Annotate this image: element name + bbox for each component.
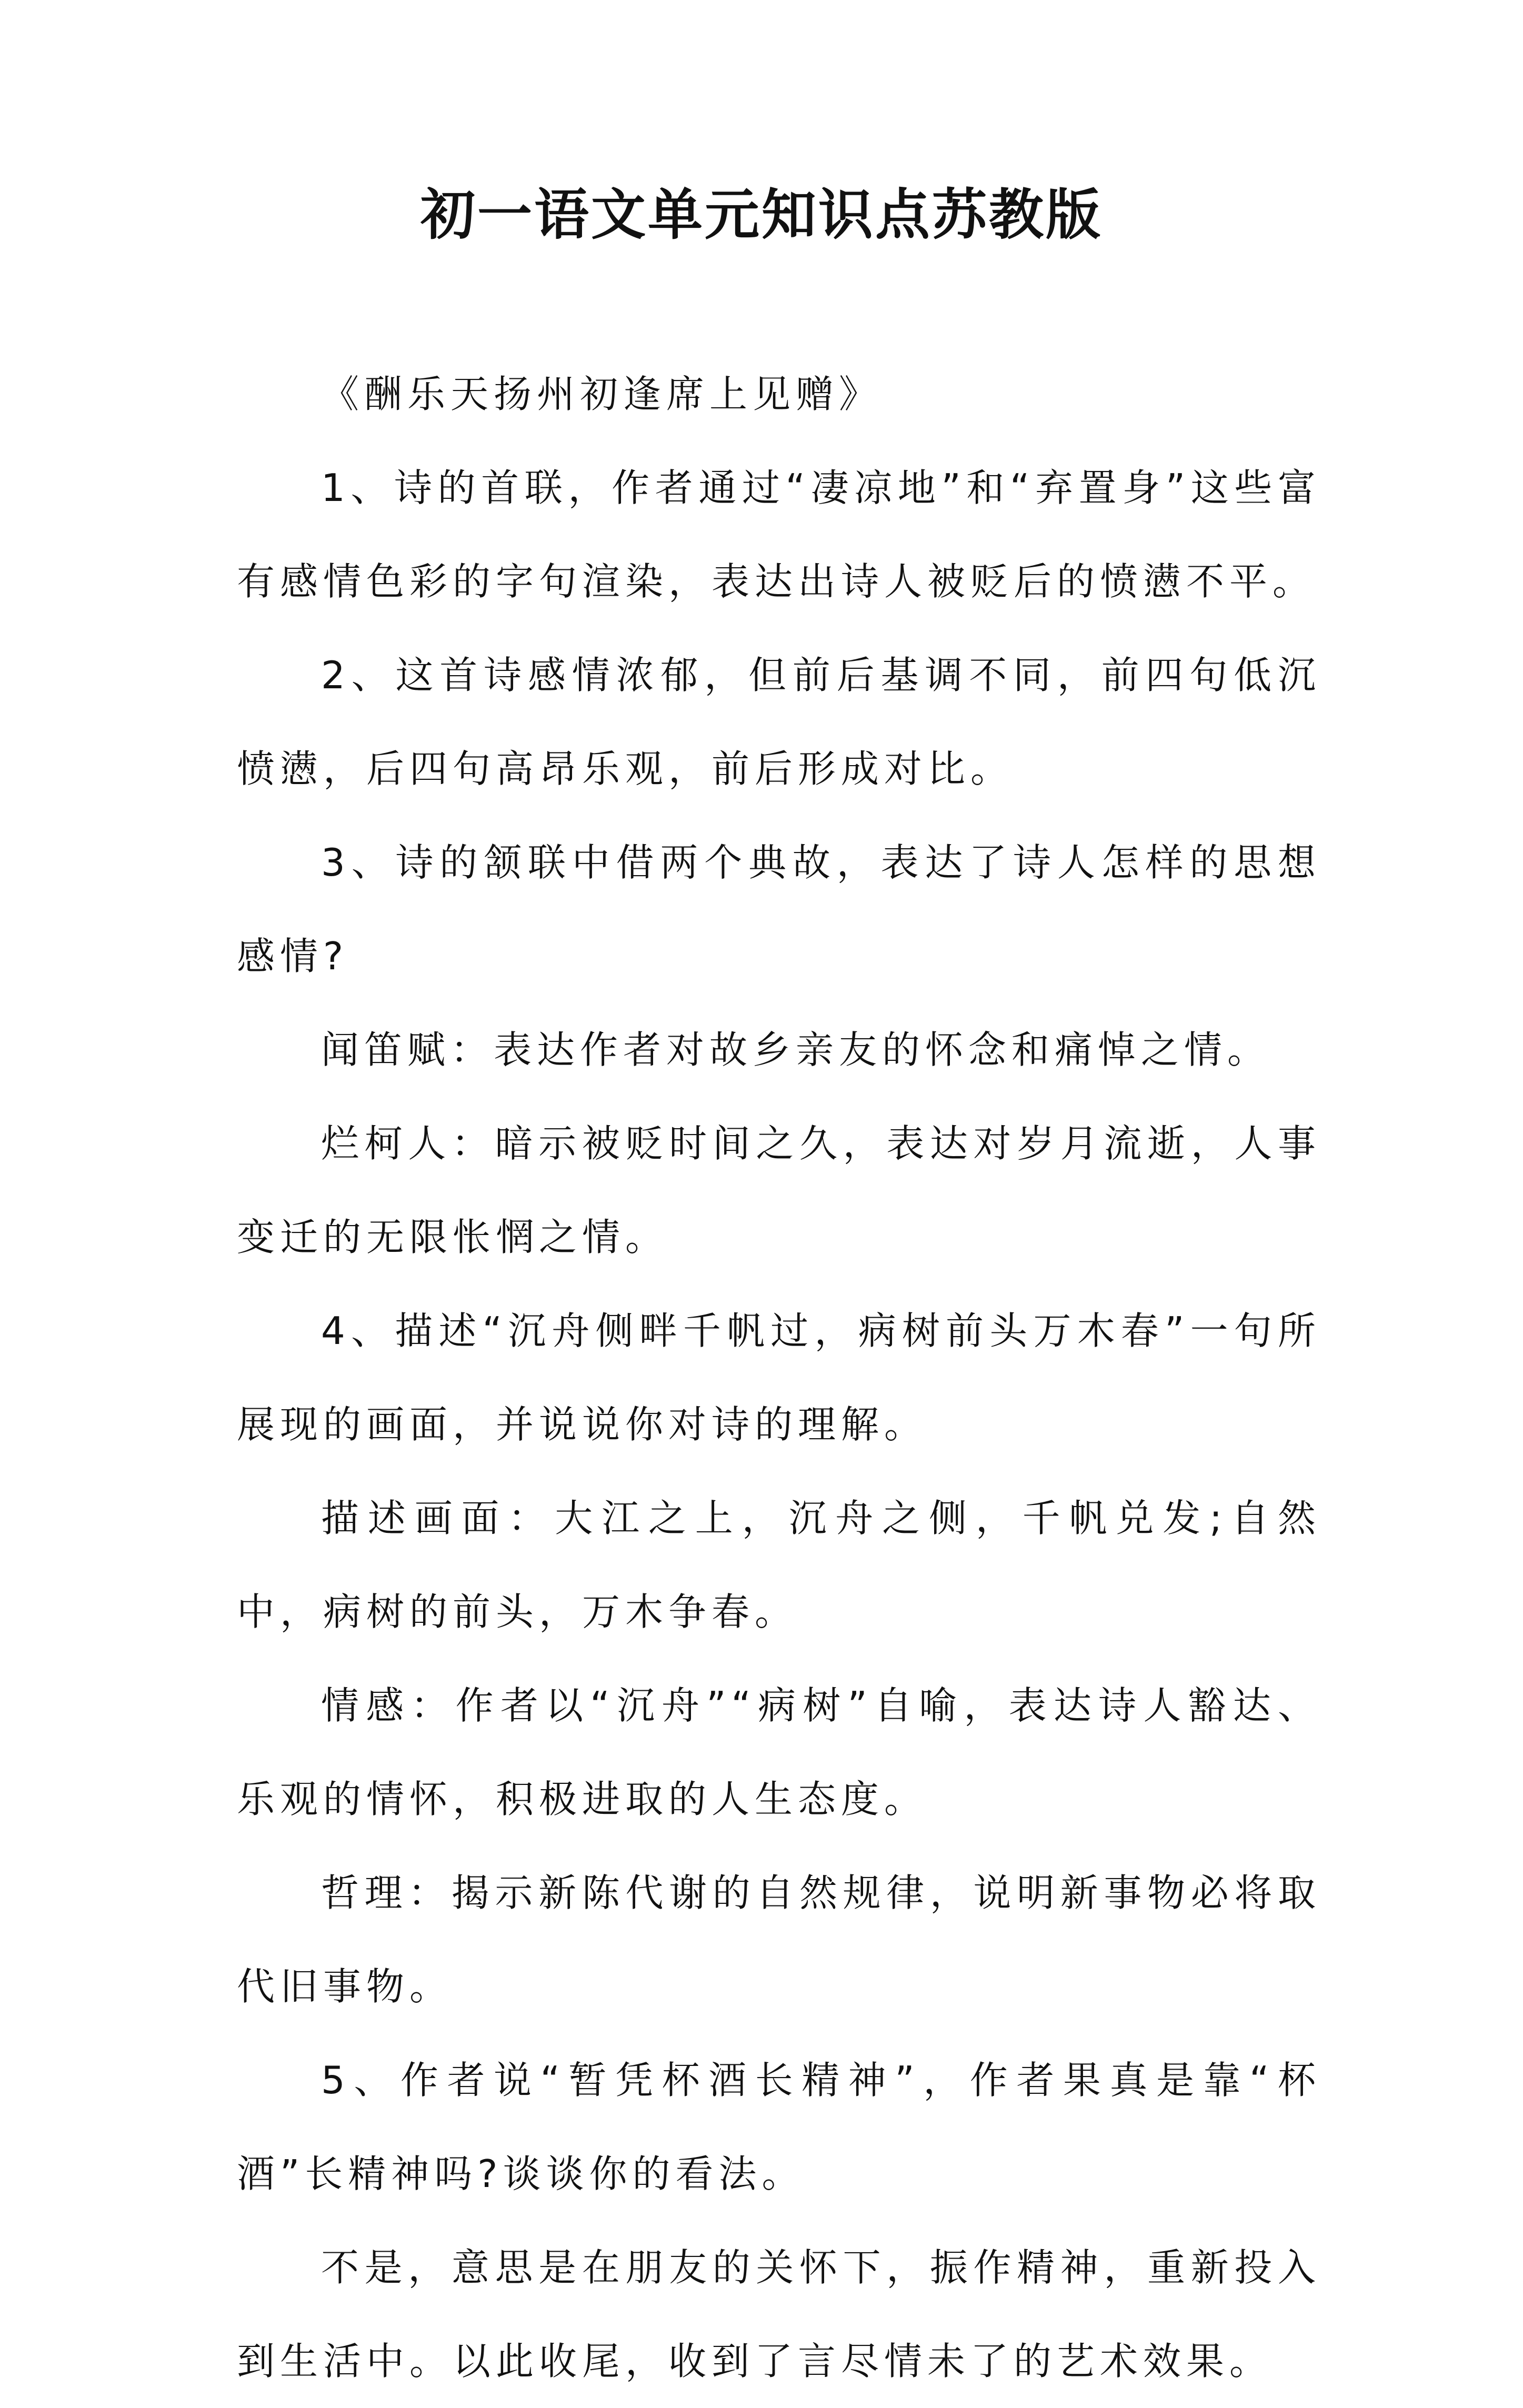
document-body [237, 347, 1321, 2408]
point-1-paragraph: 1、诗的首联，作者通过“凄凉地”和“弃置身”这些富有感情色彩的字句渲染，表达出诗人被贬后的愤懑不平。 [237, 466, 1321, 604]
poem-title-paragraph: 《酬乐天扬州初逢席上见赠》 [321, 372, 883, 416]
lanke-ren-paragraph: 烂柯人：暗示被贬时间之久，表达对岁月流逝，人事变迁的无限怅惘之情。 [237, 1121, 1321, 1259]
point-5-answer-paragraph: 不是，意思是在朋友的关怀下，振作精神，重新投入到生活中。以此收尾，收到了言尽情未了的艺术效果。 [237, 2245, 1321, 2383]
point-5-question-paragraph: 5、作者说“暂凭杯酒长精神”，作者果真是靠“杯酒”长精神吗?谈谈你的看法。 [237, 2058, 1321, 2196]
point-4-question-paragraph: 4、描述“沉舟侧畔千帆过，病树前头万木春”一句所展现的画面，并说说你对诗的理解。 [237, 1309, 1321, 1447]
point-3-question-paragraph: 3、诗的颔联中借两个典故，表达了诗人怎样的思想感情? [237, 840, 1321, 978]
point-2-paragraph: 2、这首诗感情浓郁，但前后基调不同，前四句低沉愤懑，后四句高昂乐观，前后形成对比。 [237, 653, 1321, 791]
philosophy-paragraph: 哲理：揭示新陈代谢的自然规律，说明新事物必将取代旧事物。 [237, 1871, 1321, 2009]
emotion-paragraph: 情感：作者以“沉舟”“病树”自喻，表达诗人豁达、乐观的情怀，积极进取的人生态度。 [237, 1683, 1321, 1821]
scene-description-paragraph: 描述画面：大江之上，沉舟之侧，千帆兑发;自然中，病树的前头，万木争春。 [237, 1496, 1321, 1634]
document-title: 初一语文单元知识点苏教版 [420, 182, 1103, 247]
wendi-fu-paragraph: 闻笛赋：表达作者对故乡亲友的怀念和痛悼之情。 [321, 1028, 1271, 1072]
